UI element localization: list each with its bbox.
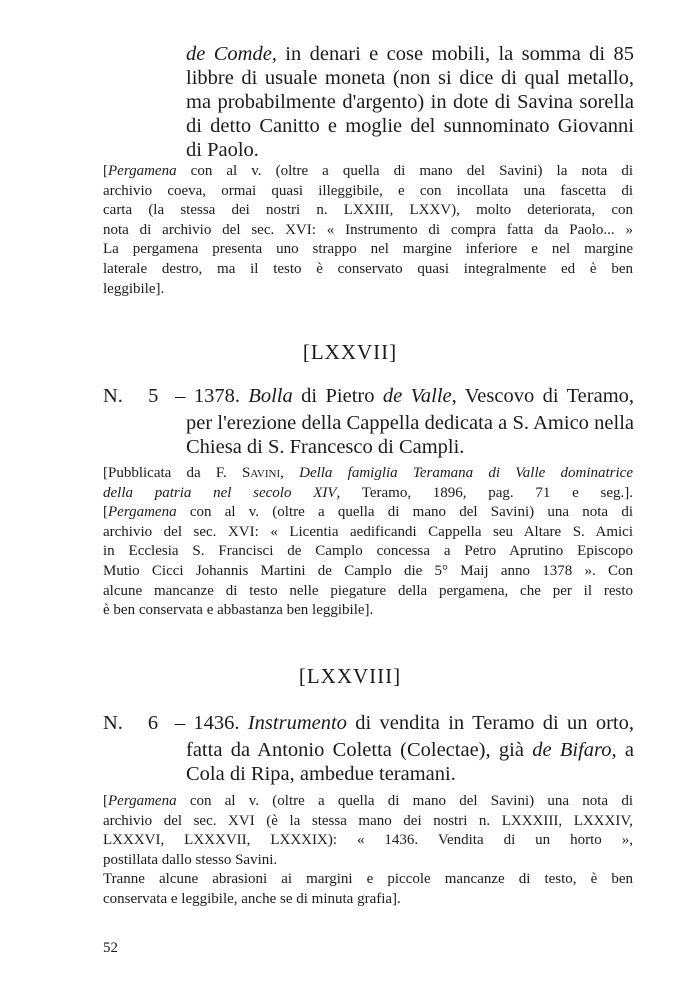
text-span: di vendita in Teramo di un orto,	[346, 712, 634, 734]
page-number: 52	[103, 940, 118, 956]
note-line: nota di archivio del sec. XVI: « Instrumento di compra fatta da Paolo... »	[103, 221, 633, 238]
note-line: La pergamena presenta uno strappo nel margine inferiore e nel margine	[103, 241, 633, 258]
book-title: della patria nel secolo XIV	[103, 484, 337, 501]
text-span: di Pietro	[292, 385, 383, 407]
document-type: Instrumento	[247, 712, 347, 734]
text-span: a	[616, 739, 634, 761]
note-line: LXXXVI, LXXXVII, LXXXIX): « 1436. Vendita di un horto »,	[103, 832, 633, 849]
continuation-paragraph	[186, 42, 634, 162]
section-heading: [LXXVIII]	[298, 664, 402, 688]
note-line: in Ecclesia S. Francisci de Camplo concessa a Petro Aprutino Episcopo	[103, 543, 633, 560]
italic-name: de Valle	[382, 385, 452, 407]
note-line: leggibile].	[103, 280, 165, 297]
text-span: [	[103, 163, 108, 179]
note-line	[103, 792, 633, 812]
text-span: , Teramo, 1896, pag. 71 e seg.].	[336, 484, 633, 501]
book-title: Della famiglia Teramana di Valle dominatrice	[299, 465, 633, 481]
note-line: archivio del sec. XVI (è la stessa mano dei nostri n. LXXXIII, LXXXIV,	[103, 812, 633, 829]
text-span: ,	[280, 465, 300, 481]
entry-number: N. 6 –	[103, 712, 186, 734]
italic-term: Pergamena	[108, 163, 177, 179]
text-span: fatta da Antonio Coletta (Colectae), già	[186, 739, 533, 761]
note-line: conservata e leggibile, anche se di minuta grafia].	[103, 890, 401, 907]
text-line: per l'erezione della Cappella dedicata a S. Amico nella	[186, 412, 634, 434]
archival-note	[103, 464, 633, 621]
note-line: laterale destro, ma il testo è conservato quasi integralmente ed è ben	[103, 260, 633, 277]
note-line: carta (la stessa dei nostri n. LXXIII, LXXV), molto deteriorata, con	[103, 202, 633, 219]
note-line: postillata dallo stesso Savini.	[103, 851, 278, 868]
text-line: Chiesa di S. Francesco di Campli.	[186, 436, 465, 458]
text-line: ma probabilmente d'argento) in dote di Savina sorella	[186, 91, 634, 113]
note-line	[103, 464, 633, 484]
italic-term: Pergamena	[108, 793, 177, 809]
text-line	[186, 738, 634, 762]
text-span: [Pubblicata da F.	[103, 465, 243, 481]
archival-note	[103, 792, 633, 910]
text-line: Cola di Ripa, ambedue teramani.	[186, 763, 456, 785]
entry-year: 1378.	[193, 385, 240, 407]
text-span: [	[103, 504, 108, 521]
note-line: alcune mancanze di testo nelle piegature della pergamena, che per il resto	[103, 582, 633, 599]
entry-description	[186, 411, 634, 459]
text-span: [	[103, 793, 108, 809]
text-span: con al v. (oltre a quella di mano del Savini) una nota di	[176, 793, 633, 809]
italic-name: de Comde,	[186, 43, 277, 65]
author-name: Savini	[242, 465, 281, 481]
note-line: Tranne alcune abrasioni ai margini e piccole mancanze di testo, è ben	[103, 871, 633, 888]
entry-number: N. 5 –	[103, 385, 186, 407]
entry-title-line	[103, 385, 634, 408]
note-line	[103, 503, 633, 523]
text-span: in denari e cose mobili, la somma di 85	[276, 43, 634, 65]
italic-term: Pergamena	[108, 504, 177, 521]
text-line: libbre di usuale moneta (non si dice di qual metallo,	[186, 67, 634, 89]
note-line	[103, 484, 633, 504]
italic-name: de Bifaro,	[532, 739, 617, 761]
note-line: archivio coeva, ormai quasi illeggibile, e con incollata una fascetta di	[103, 182, 633, 199]
note-line: archivio del sec. XVI: « Licentia aedificandi Cappella seu Altare S. Amici	[103, 523, 633, 540]
note-line: è ben conservata e abbastanza ben leggibile].	[103, 602, 374, 619]
entry-description	[186, 738, 634, 786]
text-span: , Vescovo di Teramo,	[451, 385, 635, 407]
text-span: con al v. (oltre a quella di mano del Savini) una nota di	[176, 504, 633, 521]
text-line: di detto Canitto e moglie del sunnominato Giovanni	[186, 115, 634, 137]
archival-note	[103, 162, 633, 299]
text-line: di Paolo.	[186, 139, 259, 161]
section-heading: [LXXVII]	[302, 340, 398, 364]
document-type: Bolla	[248, 385, 293, 407]
text-span: con al v. (oltre a quella di mano del Savini) la nota di	[176, 163, 633, 179]
entry-year: 1436.	[193, 712, 240, 734]
note-line	[103, 162, 633, 182]
text-line	[186, 42, 634, 66]
entry-title-line	[103, 712, 634, 735]
note-line: Mutio Cicci Johannis Martini de Camplo die 5° Maij anno 1378 ». Con	[103, 562, 633, 579]
